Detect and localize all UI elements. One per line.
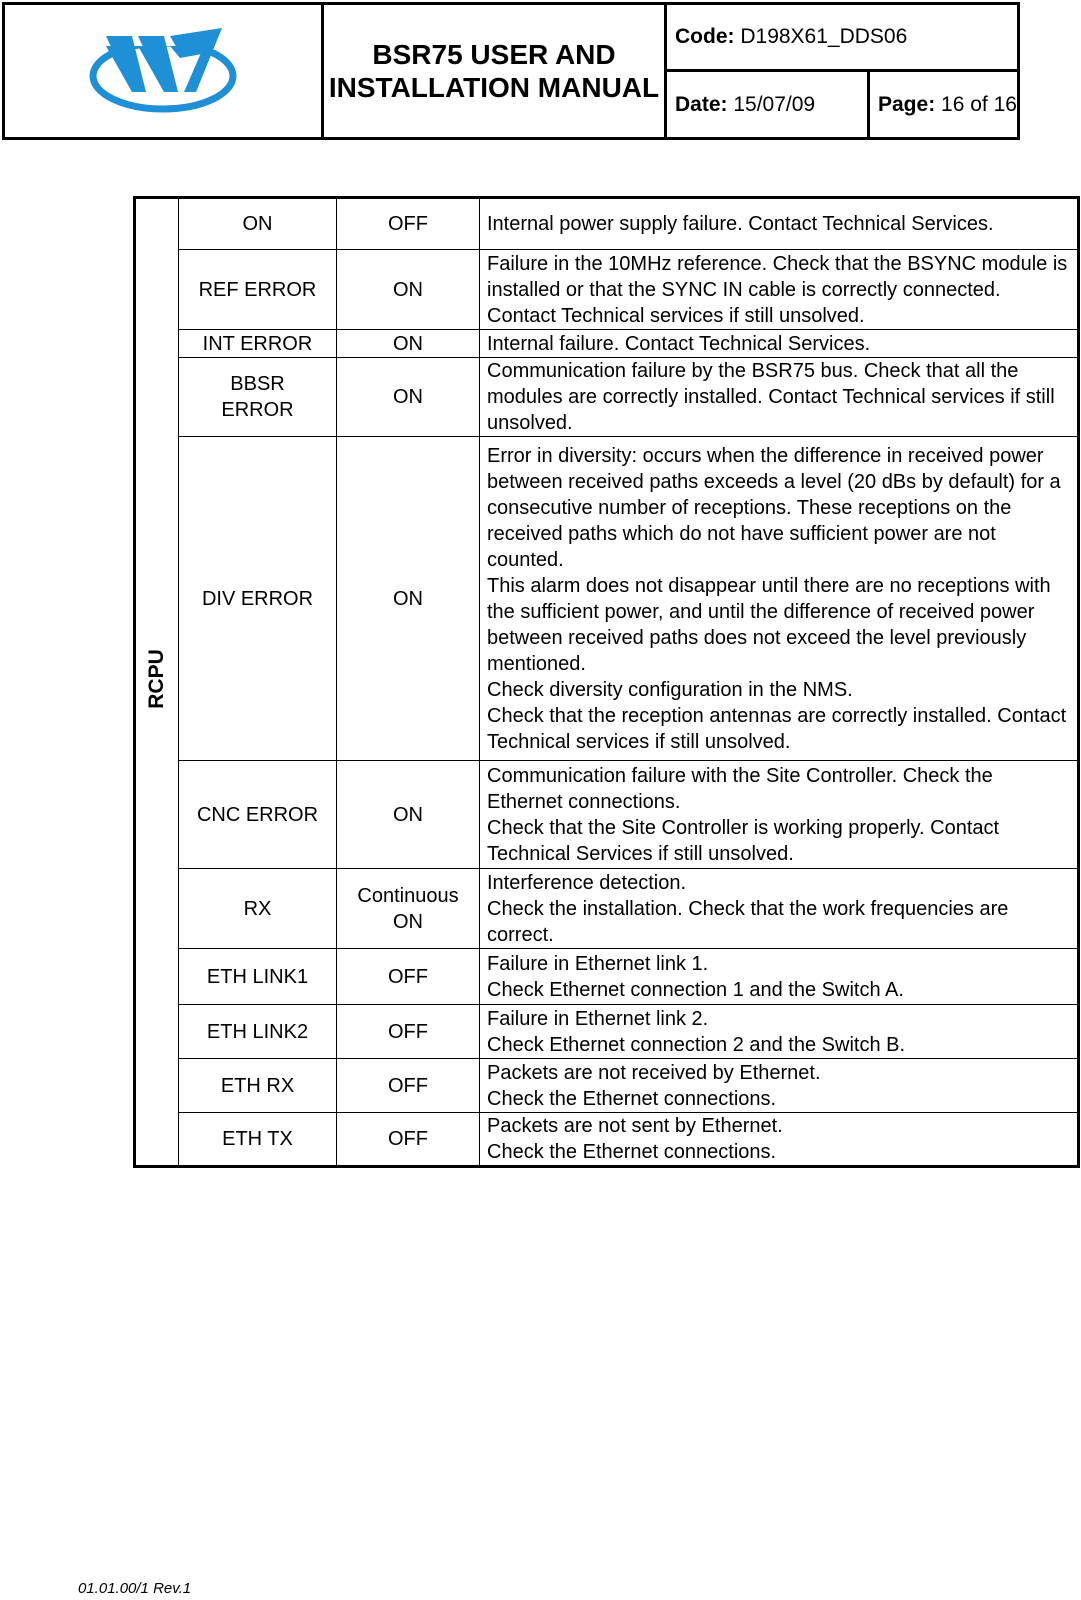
group-label: RCPU [145, 649, 168, 709]
description-cell: Communication failure by the BSR75 bus. Check that all the modules are correctly installed. Contact Technical services if still unsolved. [480, 358, 1079, 437]
led-name-cell: DIV ERROR [179, 437, 337, 761]
table-row [135, 437, 1079, 761]
page-value: 16 of 16 [941, 92, 1017, 116]
table-row [135, 330, 1079, 358]
table-row [135, 949, 1079, 1005]
table-row [135, 1005, 1079, 1059]
date-field [666, 71, 869, 139]
alarm-table [133, 196, 1080, 1168]
group-cell [135, 198, 179, 1167]
revision-footer: 01.01.00/1 Rev.1 [78, 1580, 192, 1597]
date-value: 15/07/09 [733, 92, 816, 116]
page-label: Page: [878, 92, 936, 116]
led-state-cell: OFF [337, 198, 480, 250]
code-field [666, 4, 1019, 71]
led-name-cell: ETH LINK2 [179, 1005, 337, 1059]
description-cell: Internal failure. Contact Technical Services. [480, 330, 1079, 358]
description-cell: Communication failure with the Site Controller. Check the Ethernet connections. Check that the Site Controller is working properly. Contact Technical Services if still unsolved. [480, 761, 1079, 869]
led-name-cell: REF ERROR [179, 250, 337, 330]
table-row [135, 869, 1079, 949]
led-name-cell: BBSR ERROR [179, 358, 337, 437]
company-logo-icon [88, 24, 238, 114]
led-name-cell: RX [179, 869, 337, 949]
led-state-cell: ON [337, 437, 480, 761]
description-cell: Interference detection. Check the installation. Check that the work frequencies are correct. [480, 869, 1079, 949]
led-name-cell: ETH LINK1 [179, 949, 337, 1005]
led-name-cell: CNC ERROR [179, 761, 337, 869]
led-name-cell: ETH TX [179, 1113, 337, 1167]
description-cell: Failure in Ethernet link 1. Check Ethernet connection 1 and the Switch A. [480, 949, 1079, 1005]
table-row [135, 198, 1079, 250]
code-value: D198X61_DDS06 [740, 25, 908, 48]
document-title: BSR75 USER AND INSTALLATION MANUAL [323, 4, 666, 139]
code-label: Code: [675, 25, 735, 48]
description-cell: Internal power supply failure. Contact Technical Services. [480, 198, 1079, 250]
date-label: Date: [675, 92, 728, 116]
led-state-cell: OFF [337, 949, 480, 1005]
led-state-cell: OFF [337, 1005, 480, 1059]
logo-cell [4, 4, 323, 139]
led-state-cell: ON [337, 761, 480, 869]
table-row [135, 1113, 1079, 1167]
led-state-cell: ON [337, 330, 480, 358]
table-row [135, 761, 1079, 869]
led-state-cell: OFF [337, 1113, 480, 1167]
description-cell: Failure in the 10MHz reference. Check that the BSYNC module is installed or that the SYNC IN cable is correctly connected. Contact Technical services if still unsolved. [480, 250, 1079, 330]
led-state-cell: ON [337, 358, 480, 437]
table-row [135, 1059, 1079, 1113]
led-state-cell: ON [337, 250, 480, 330]
led-state-cell: Continuous ON [337, 869, 480, 949]
page-field [869, 71, 1019, 139]
description-cell: Packets are not sent by Ethernet. Check the Ethernet connections. [480, 1113, 1079, 1167]
description-cell: Error in diversity: occurs when the difference in received power between received paths exceeds a level (20 dBs by default) for a consecutive number of receptions. These receptions on the received paths which do not have sufficient power are not counted. This alarm does not disappear until there are no receptions with the sufficient power, and until the difference of received power between received paths does not exceed the level previously mentioned. Check diversity configuration in the NMS. Check that the reception antennas are correctly installed. Contact Technical services if still unsolved. [480, 437, 1079, 761]
led-name-cell: ETH RX [179, 1059, 337, 1113]
led-name-cell: INT ERROR [179, 330, 337, 358]
table-row [135, 250, 1079, 330]
table-row [135, 358, 1079, 437]
description-cell: Packets are not received by Ethernet. Check the Ethernet connections. [480, 1059, 1079, 1113]
led-name-cell: ON [179, 198, 337, 250]
description-cell: Failure in Ethernet link 2. Check Ethernet connection 2 and the Switch B. [480, 1005, 1079, 1059]
led-state-cell: OFF [337, 1059, 480, 1113]
document-header [2, 2, 1020, 140]
